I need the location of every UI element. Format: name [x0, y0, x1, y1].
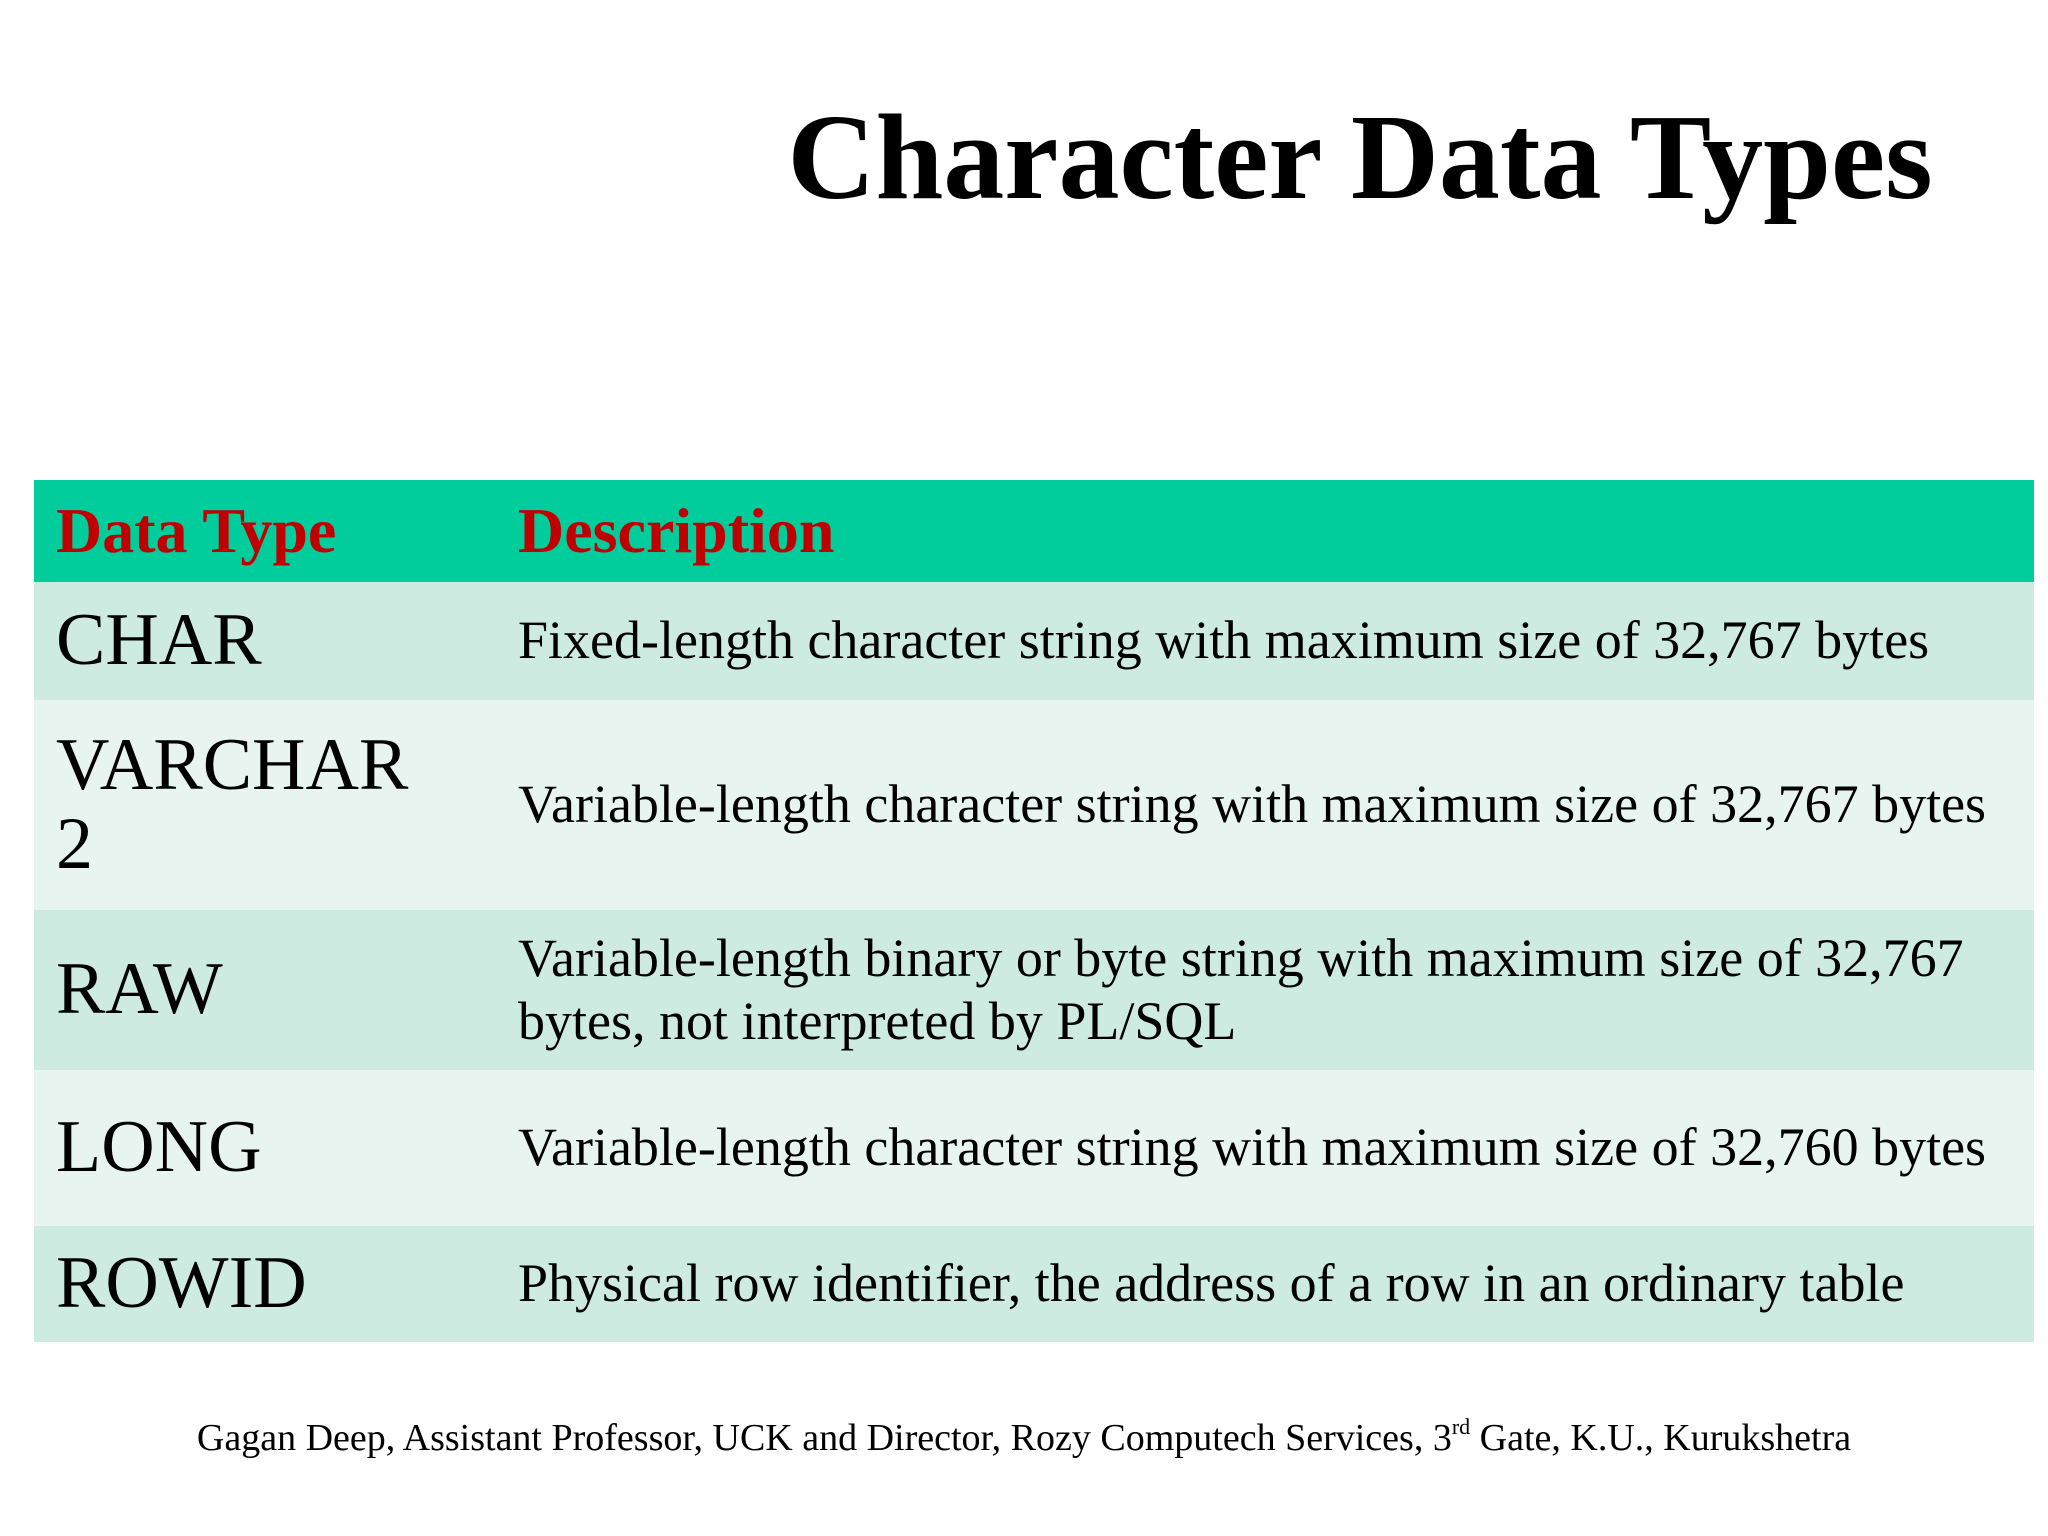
footer-credit: [0, 1414, 2048, 1463]
slide-title: Character Data Types: [787, 90, 1933, 225]
footer-text-end: Gate, K.U., Kurukshetra: [1470, 1417, 1852, 1459]
header-description: Description: [518, 495, 835, 566]
description-cell: Fixed-length character string with maximum size of 32,767 bytes: [518, 610, 1930, 671]
table-row-long: [34, 1070, 2034, 1226]
type-cell: LONG: [56, 1106, 262, 1189]
type-cell: ROWID: [56, 1242, 307, 1325]
table-row-raw: [34, 910, 2034, 1070]
type-cell: CHAR: [56, 599, 262, 682]
description-cell: Physical row identifier, the address of a row in an ordinary table: [518, 1253, 1905, 1314]
footer-text-start: Gagan Deep, Assistant Professor, UCK and Director, Rozy Computech Services, 3: [196, 1417, 1452, 1459]
table-row-varchar2: [34, 700, 2034, 910]
type-cell: [34, 700, 496, 910]
table-row-char: [34, 582, 2034, 700]
type-line-2: 2: [56, 803, 93, 885]
footer-superscript: rd: [1451, 1414, 1471, 1439]
description-cell: Variable-length binary or byte string with maximum size of 32,767 bytes, not interpreted by PL/SQL: [518, 927, 1964, 1051]
description-cell: Variable-length character string with maximum size of 32,767 bytes: [518, 774, 1987, 835]
description-cell: Variable-length character string with maximum size of 32,760 bytes: [518, 1117, 1987, 1178]
table-row-rowid: [34, 1226, 2034, 1342]
table-header-row: [34, 480, 2034, 582]
type-line-1: VARCHAR: [56, 723, 409, 806]
character-data-types-table: [34, 480, 2034, 1342]
type-cell: RAW: [56, 948, 223, 1031]
header-data-type: Data Type: [56, 495, 337, 566]
